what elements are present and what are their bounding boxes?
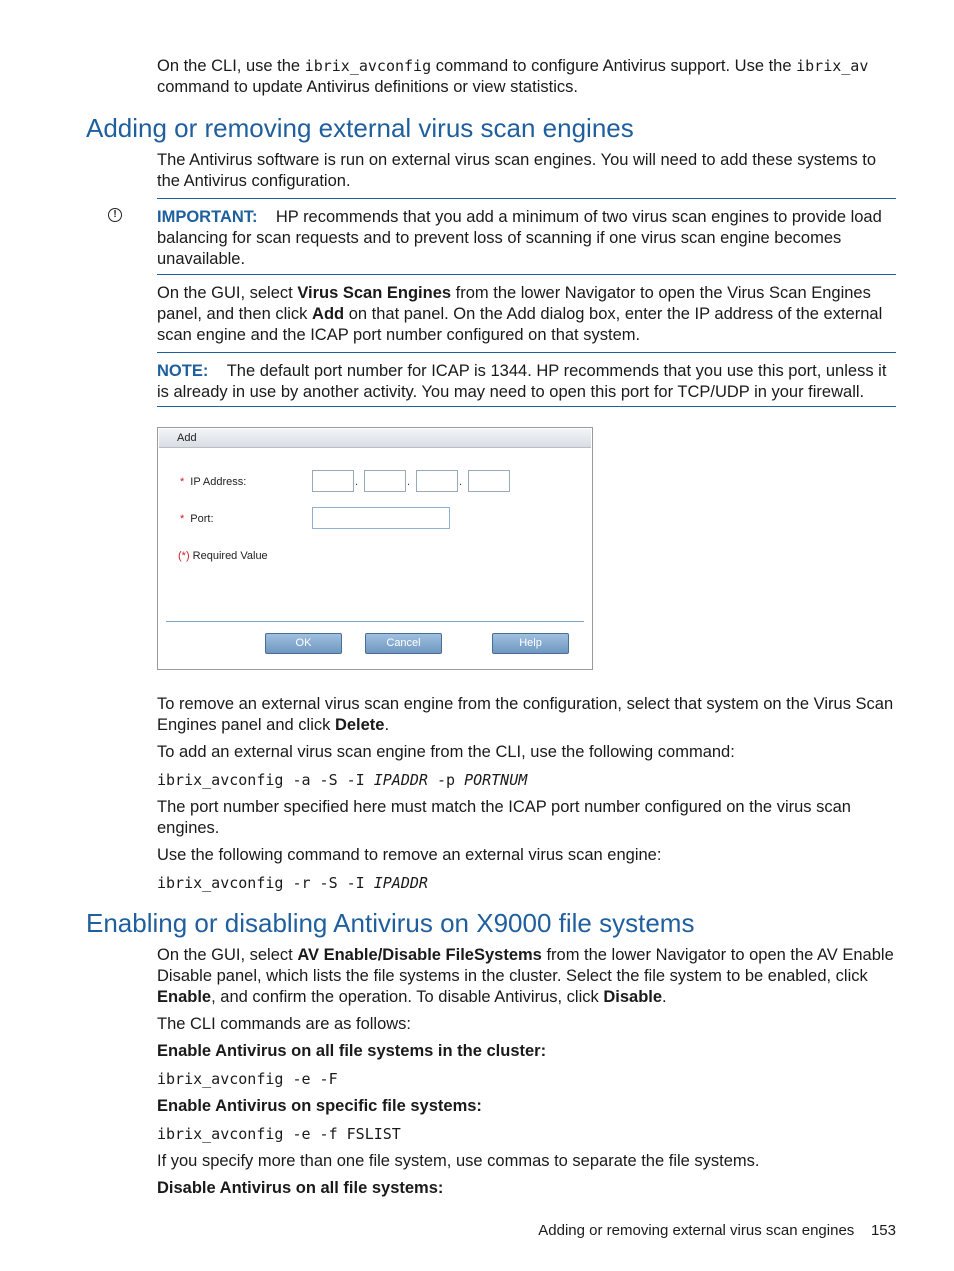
required-marker: *	[180, 476, 185, 488]
divider	[157, 406, 896, 407]
divider	[157, 198, 896, 199]
disable-all-label: Disable Antivirus on all file systems:	[157, 1179, 444, 1197]
dialog-title: Add	[159, 429, 591, 448]
port-match-paragraph: The port number specified here must match the ICAP port number configured on the virus scan engines.	[157, 798, 851, 837]
intro-text: On the CLI, use the	[157, 57, 305, 75]
enable-specific-label: Enable Antivirus on specific file systems:	[157, 1097, 482, 1115]
important-callout	[157, 207, 897, 270]
help-button[interactable]: Help	[492, 633, 569, 654]
divider	[157, 352, 896, 353]
add-dialog	[157, 427, 593, 670]
ip-separator: .	[355, 476, 359, 488]
ip-octet-1-input[interactable]	[312, 470, 354, 492]
gui-text: on that panel. On the Add dialog box, enter the IP address of the external scan engine and the ICAP port number configured on that system.	[157, 305, 883, 344]
command-inline: ibrix_avconfig	[304, 57, 432, 75]
ui-term: AV Enable/Disable FileSystems	[297, 946, 542, 964]
cancel-button[interactable]: Cancel	[365, 633, 442, 654]
ip-octet-2-input[interactable]	[364, 470, 406, 492]
ui-term: Enable	[157, 988, 212, 1006]
command-add: ibrix_avconfig -a -S -I IPADDR -p PORTNUM	[157, 771, 528, 789]
av-gui-paragraph: On the GUI, select AV Enable/Disable FileSystems from the lower Navigator to open the AV Enable Disable panel, which lists the file systems in the cluster. Select the file system to be enabled, click Enable, and confirm the operation. To disable Antivirus, click Disable.	[157, 946, 894, 1006]
add-cli-paragraph: To add an external virus scan engine from the CLI, use the following command:	[157, 743, 735, 761]
page-footer	[538, 1222, 896, 1239]
gui-paragraph	[157, 283, 897, 346]
intro-text: command to update Antivirus definitions or view statistics.	[157, 78, 578, 96]
ui-term: Delete	[334, 716, 385, 734]
ip-separator: .	[459, 476, 463, 488]
note-text: The default port number for ICAP is 1344. HP recommends that you use this port, unless it is already in use by another activity. You may need to open this port for TCP/UDP in your firewall.	[157, 362, 887, 401]
ip-octet-3-input[interactable]	[416, 470, 458, 492]
remove-cli-paragraph: Use the following command to remove an external virus scan engine:	[157, 846, 662, 864]
commas-note: If you specify more than one file system, use commas to separate the file systems.	[157, 1152, 760, 1170]
section1-intro: The Antivirus software is run on external virus scan engines. You will need to add these systems to the Antivirus configuration.	[157, 151, 877, 190]
remove-paragraph: To remove an external virus scan engine from the configuration, select that system on the Virus Scan Engines panel and click Delete.	[157, 695, 894, 734]
important-icon: !	[108, 208, 122, 222]
cli-intro: The CLI commands are as follows:	[157, 1015, 412, 1033]
section-heading-enabling-disabling: Enabling or disabling Antivirus on X9000 file systems	[86, 908, 695, 938]
note-callout	[157, 361, 897, 403]
gui-text: On the GUI, select	[157, 284, 298, 302]
section-heading-adding-removing: Adding or removing external virus scan engines	[86, 113, 634, 143]
command-inline: ibrix_av	[796, 57, 869, 75]
ui-term: Virus Scan Engines	[297, 284, 452, 302]
command-enable-all: ibrix_avconfig -e -F	[157, 1070, 338, 1088]
ui-term: Disable	[603, 988, 663, 1006]
gui-text: from the lower Navigator to open the Virus Scan Engines panel, and then click	[157, 284, 871, 323]
intro-text: command to configure Antivirus support. Use the	[431, 57, 797, 75]
important-label: IMPORTANT:	[157, 208, 258, 226]
ip-octet-4-input[interactable]	[468, 470, 510, 492]
ip-address-label: * IP Address:	[180, 476, 247, 488]
ip-separator: .	[407, 476, 411, 488]
ui-term: Add	[312, 305, 345, 323]
note-label: NOTE:	[157, 362, 209, 380]
important-text: HP recommends that you add a minimum of two virus scan engines to provide load balancing for scan requests and to prevent loss of scanning if one virus scan engine becomes unavailable.	[157, 208, 882, 268]
intro-paragraph	[157, 56, 897, 98]
divider	[157, 274, 896, 275]
command-remove: ibrix_avconfig -r -S -I IPADDR	[157, 874, 428, 892]
footer-title: Adding or removing external virus scan engines	[538, 1222, 855, 1239]
ok-button[interactable]: OK	[265, 633, 342, 654]
port-input[interactable]	[312, 507, 450, 529]
required-value-note: (*) Required Value	[178, 550, 268, 562]
required-marker: *	[180, 513, 185, 525]
page-number: 153	[870, 1222, 896, 1239]
command-enable-specific: ibrix_avconfig -e -f FSLIST	[157, 1125, 401, 1143]
dialog-divider	[166, 621, 584, 622]
port-label: * Port:	[180, 513, 214, 525]
enable-all-label: Enable Antivirus on all file systems in the cluster:	[157, 1042, 547, 1060]
